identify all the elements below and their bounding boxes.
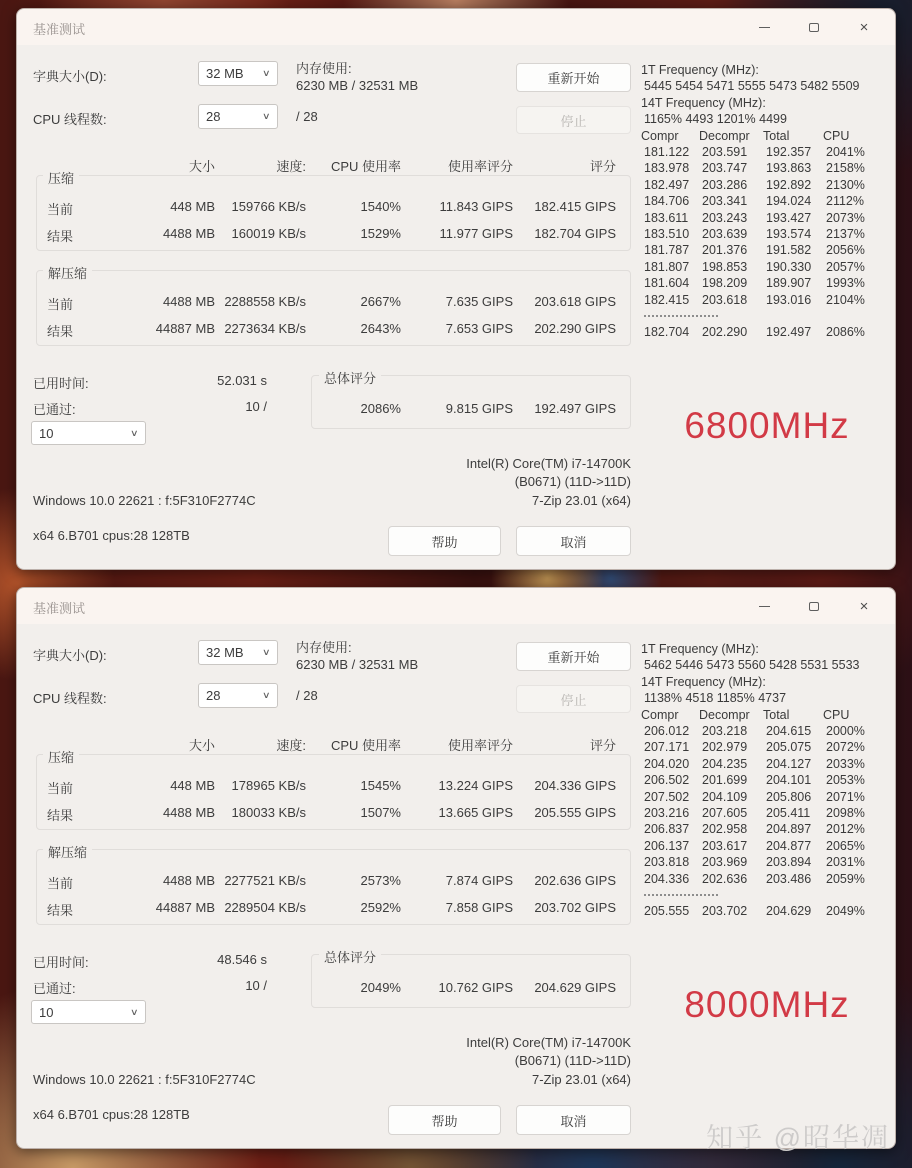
log-compr: 206.012 <box>644 724 690 739</box>
log-row <box>641 756 897 772</box>
log-row <box>641 177 897 193</box>
row-label-result: 结果 <box>47 324 74 339</box>
log-compr: 207.502 <box>644 789 690 804</box>
log-total: 205.075 <box>766 740 812 755</box>
benchmark-window-6800 <box>16 8 896 570</box>
log-avg-compr: 182.704 <box>644 325 690 340</box>
log-row <box>641 723 897 739</box>
decompress-current-usage-rating: 7.635 GIPS <box>445 294 513 309</box>
memory-usage-label: 内存使用: <box>296 640 352 655</box>
log-row <box>641 739 897 755</box>
maximize-icon <box>809 602 819 611</box>
close-button[interactable] <box>839 9 889 45</box>
decompress-result-speed: 2289504 KB/s <box>224 900 306 915</box>
log-cpu: 2071% <box>826 789 865 804</box>
cpu-threads-select[interactable] <box>198 683 278 708</box>
dictionary-size-value: 32 MB <box>206 66 244 81</box>
compress-current-rating: 204.336 GIPS <box>534 778 616 793</box>
total-rating: 204.629 GIPS <box>534 980 616 995</box>
log-decompr: 202.958 <box>702 822 748 837</box>
freq-1t-values: 5445 5454 5471 5555 5473 5482 5509 <box>644 79 860 94</box>
decompress-current-rating: 202.636 GIPS <box>534 873 616 888</box>
column-header-size: 大小 <box>188 738 215 753</box>
log-header-cpu: CPU <box>823 128 850 143</box>
log-decompr: 204.109 <box>702 789 748 804</box>
log-total: 193.574 <box>766 227 812 242</box>
passes-value: 10 / <box>245 978 267 993</box>
log-total: 204.615 <box>766 724 812 739</box>
cancel-button[interactable]: 取消 <box>516 526 631 556</box>
compress-result-usage-rating: 13.665 GIPS <box>438 805 513 820</box>
log-row <box>641 789 897 805</box>
column-header-speed: 速度: <box>276 159 306 174</box>
column-header-speed: 速度: <box>276 738 306 753</box>
log-avg-total: 204.629 <box>766 904 812 919</box>
log-cpu: 2000% <box>826 724 865 739</box>
frequency-log-panel <box>641 62 897 341</box>
minimize-icon <box>759 27 770 28</box>
total-cpu-usage: 2086% <box>360 401 401 416</box>
log-total: 192.357 <box>766 145 812 160</box>
passes-select-value: 10 <box>39 1004 54 1020</box>
compress-result-speed: 180033 KB/s <box>231 805 306 820</box>
log-decompr: 201.376 <box>702 243 748 258</box>
log-rows <box>641 144 897 308</box>
log-total: 203.894 <box>766 855 812 870</box>
log-compr: 206.837 <box>644 822 690 837</box>
log-average-row <box>641 903 897 919</box>
cpu-name: Intel(R) Core(TM) i7-14700K <box>466 456 631 471</box>
log-cpu: 2012% <box>826 822 865 837</box>
total-rating-label: 总体评分 <box>319 947 381 966</box>
decompress-group-label: 解压缩 <box>43 842 92 861</box>
minimize-button[interactable] <box>739 588 789 624</box>
chevron-down-icon: ∨ <box>262 68 271 78</box>
cpu-threads-total: / 28 <box>296 109 318 124</box>
compress-result-cpu: 1507% <box>360 805 401 820</box>
log-decompr: 198.853 <box>702 259 748 274</box>
decompress-result-cpu: 2592% <box>360 900 401 915</box>
log-total: 193.016 <box>766 292 812 307</box>
column-header-cpu-usage: CPU 使用率 <box>330 738 401 753</box>
row-label-current: 当前 <box>47 297 74 312</box>
log-cpu: 2031% <box>826 855 865 870</box>
log-row <box>641 838 897 854</box>
os-version: Windows 10.0 22621 : f:5F310F2774C <box>33 493 256 508</box>
cpu-threads-label: CPU 线程数: <box>33 691 107 706</box>
cpu-threads-value: 28 <box>206 688 221 703</box>
cpu-threads-select[interactable] <box>198 104 278 129</box>
help-button[interactable]: 帮助 <box>388 526 501 556</box>
freq-14t-values: 1165% 4493 1201% 4499 <box>644 112 787 127</box>
freq-1t-values: 5462 5446 5473 5560 5428 5531 5533 <box>644 658 860 673</box>
passes-label: 已通过: <box>33 402 76 417</box>
freq-1t-label: 1T Frequency (MHz): <box>641 642 759 656</box>
chevron-down-icon: ∨ <box>130 427 139 438</box>
compress-result-cpu: 1529% <box>360 226 401 241</box>
benchmark-window-8000 <box>16 587 896 1149</box>
log-header-cpu: CPU <box>823 707 850 722</box>
log-decompr: 203.617 <box>702 838 748 853</box>
app-version: 7-Zip 23.01 (x64) <box>532 1072 631 1087</box>
cpu-threads-value: 28 <box>206 109 221 124</box>
cpu-threads-label: CPU 线程数: <box>33 112 107 127</box>
decompress-current-size: 4488 MB <box>162 294 215 309</box>
total-usage-rating: 10.762 GIPS <box>438 980 513 995</box>
compress-current-cpu: 1540% <box>360 199 401 214</box>
stop-button[interactable]: 停止 <box>516 685 631 713</box>
restart-button[interactable]: 重新开始 <box>516 642 631 671</box>
log-compr: 184.706 <box>644 194 690 209</box>
title-bar <box>17 588 895 624</box>
log-compr: 182.415 <box>644 292 690 307</box>
log-cpu: 1993% <box>826 276 865 291</box>
memory-usage-value: 6230 MB / 32531 MB <box>296 657 419 672</box>
row-label-result: 结果 <box>47 903 74 918</box>
maximize-button[interactable] <box>789 588 839 624</box>
minimize-icon <box>759 606 770 607</box>
row-label-current: 当前 <box>47 781 74 796</box>
memory-usage-value: 6230 MB / 32531 MB <box>296 78 419 93</box>
decompress-group-label: 解压缩 <box>43 263 92 282</box>
app-version: 7-Zip 23.01 (x64) <box>532 493 631 508</box>
log-total: 191.582 <box>766 243 812 258</box>
compress-result-rating: 205.555 GIPS <box>534 805 616 820</box>
total-rating: 192.497 GIPS <box>534 401 616 416</box>
chevron-down-icon: ∨ <box>262 111 271 121</box>
log-cpu: 2112% <box>826 194 864 209</box>
row-label-result: 结果 <box>47 229 74 244</box>
system-info: x64 6.B701 cpus:28 128TB <box>33 1107 190 1122</box>
log-compr: 204.336 <box>644 871 690 886</box>
compress-current-speed: 159766 KB/s <box>231 199 306 214</box>
log-total: 205.411 <box>766 806 811 821</box>
frequency-log-panel <box>641 641 897 920</box>
decompress-result-usage-rating: 7.653 GIPS <box>445 321 513 336</box>
log-compr: 181.122 <box>644 145 690 160</box>
log-decompr: 202.636 <box>702 871 748 886</box>
log-decompr: 203.618 <box>702 292 748 307</box>
passes-select[interactable] <box>31 421 146 445</box>
log-cpu: 2073% <box>826 210 865 225</box>
log-decompr: 201.699 <box>702 773 748 788</box>
log-header-total: Total <box>763 707 790 722</box>
log-total: 189.907 <box>766 276 812 291</box>
log-cpu: 2056% <box>826 243 865 258</box>
log-row <box>641 144 897 160</box>
compress-current-usage-rating: 11.843 GIPS <box>439 199 513 214</box>
freq-14t-label: 14T Frequency (MHz): <box>641 674 766 689</box>
log-total: 204.101 <box>766 773 812 788</box>
log-avg-decompr: 203.702 <box>702 904 748 919</box>
log-row <box>641 210 897 226</box>
maximize-icon <box>809 23 819 32</box>
passes-select-value: 10 <box>39 425 54 441</box>
log-cpu: 2033% <box>826 756 865 771</box>
log-cpu: 2098% <box>826 806 865 821</box>
log-row <box>641 871 897 887</box>
elapsed-time-label: 已用时间: <box>33 376 89 391</box>
watermark: 知乎 @昭华凋 <box>706 1123 890 1153</box>
log-row <box>641 772 897 788</box>
total-usage-rating: 9.815 GIPS <box>445 401 513 416</box>
close-icon: × <box>859 597 869 615</box>
log-header-total: Total <box>763 128 790 143</box>
decompress-result-cpu: 2643% <box>360 321 401 336</box>
memory-speed-annotation: 8000MHz <box>684 984 850 1025</box>
log-separator <box>644 894 718 896</box>
title-bar <box>17 9 895 45</box>
log-row <box>641 854 897 870</box>
compress-current-speed: 178965 KB/s <box>231 778 306 793</box>
log-decompr: 203.286 <box>702 177 748 192</box>
system-info: x64 6.B701 cpus:28 128TB <box>33 528 190 543</box>
os-version: Windows 10.0 22621 : f:5F310F2774C <box>33 1072 256 1087</box>
log-cpu: 2057% <box>826 259 865 274</box>
compress-result-usage-rating: 11.977 GIPS <box>439 226 513 241</box>
decompress-current-rating: 203.618 GIPS <box>534 294 616 309</box>
log-decompr: 203.969 <box>702 855 748 870</box>
decompress-current-speed: 2288558 KB/s <box>224 294 306 309</box>
dictionary-size-select[interactable] <box>198 640 278 665</box>
log-compr: 206.502 <box>644 773 690 788</box>
dictionary-size-select[interactable] <box>198 61 278 86</box>
decompress-result-rating: 202.290 GIPS <box>534 321 616 336</box>
compress-result-speed: 160019 KB/s <box>231 226 306 241</box>
log-compr: 181.604 <box>644 276 690 291</box>
log-decompr: 203.218 <box>702 724 748 739</box>
log-avg-cpu: 2049% <box>826 904 865 919</box>
window-title: 基准测试 <box>33 22 86 37</box>
compress-result-size: 4488 MB <box>162 805 215 820</box>
log-total: 204.127 <box>766 756 812 771</box>
total-cpu-usage: 2049% <box>360 980 401 995</box>
log-decompr: 203.591 <box>702 145 748 160</box>
memory-speed-annotation: 6800MHz <box>684 405 850 446</box>
compress-group-label: 压缩 <box>43 747 79 766</box>
log-row <box>641 193 897 209</box>
log-compr: 204.020 <box>644 756 690 771</box>
log-total: 193.863 <box>766 161 812 176</box>
log-cpu: 2137% <box>826 227 865 242</box>
passes-label: 已通过: <box>33 981 76 996</box>
log-cpu: 2053% <box>826 773 865 788</box>
close-button[interactable] <box>839 588 889 624</box>
dictionary-size-label: 字典大小(D): <box>33 69 107 84</box>
log-compr: 203.818 <box>644 855 690 870</box>
log-header-compr: Compr <box>641 707 679 722</box>
log-header <box>641 707 897 723</box>
compress-result-rating: 182.704 GIPS <box>534 226 616 241</box>
log-compr: 206.137 <box>644 838 690 853</box>
log-avg-decompr: 202.290 <box>702 325 748 340</box>
log-total: 193.427 <box>766 210 812 225</box>
column-header-size: 大小 <box>188 159 215 174</box>
compress-current-size: 448 MB <box>170 199 215 214</box>
freq-14t-label: 14T Frequency (MHz): <box>641 95 766 110</box>
log-separator <box>644 315 718 317</box>
log-row <box>641 275 897 291</box>
decompress-result-rating: 203.702 GIPS <box>534 900 616 915</box>
log-decompr: 203.243 <box>702 210 748 225</box>
cpu-name: Intel(R) Core(TM) i7-14700K <box>466 1035 631 1050</box>
log-average-row <box>641 324 897 340</box>
row-label-current: 当前 <box>47 202 74 217</box>
log-row <box>641 259 897 275</box>
decompress-current-cpu: 2667% <box>360 294 401 309</box>
log-compr: 203.216 <box>644 806 690 821</box>
decompress-result-usage-rating: 7.858 GIPS <box>445 900 513 915</box>
row-label-current: 当前 <box>47 876 74 891</box>
compress-group-label: 压缩 <box>43 168 79 187</box>
cpu-threads-total: / 28 <box>296 688 318 703</box>
passes-value: 10 / <box>245 399 267 414</box>
maximize-button[interactable] <box>789 9 839 45</box>
log-total: 190.330 <box>766 259 812 274</box>
log-cpu: 2065% <box>826 838 865 853</box>
log-rows <box>641 723 897 887</box>
compress-current-rating: 182.415 GIPS <box>534 199 616 214</box>
log-row <box>641 821 897 837</box>
restart-button[interactable]: 重新开始 <box>516 63 631 92</box>
freq-14t-values: 1138% 4518 1185% 4737 <box>644 691 787 706</box>
elapsed-time-value: 52.031 s <box>217 373 267 388</box>
window-controls <box>739 9 889 45</box>
chevron-down-icon: ∨ <box>262 647 271 657</box>
log-cpu: 2158% <box>826 161 865 176</box>
minimize-button[interactable] <box>739 9 789 45</box>
log-total: 192.892 <box>766 177 812 192</box>
log-total: 205.806 <box>766 789 812 804</box>
cpu-revision: (B0671) (11D->11D) <box>514 1053 631 1068</box>
log-compr: 181.787 <box>644 243 690 258</box>
log-avg-compr: 205.555 <box>644 904 690 919</box>
log-compr: 207.171 <box>644 740 690 755</box>
help-button[interactable]: 帮助 <box>388 1105 501 1135</box>
column-header-usage-rating: 使用率评分 <box>447 159 513 174</box>
log-decompr: 204.235 <box>702 756 748 771</box>
log-compr: 181.807 <box>644 259 690 274</box>
log-cpu: 2072% <box>826 740 865 755</box>
dictionary-size-label: 字典大小(D): <box>33 648 107 663</box>
log-header-compr: Compr <box>641 128 679 143</box>
column-header-cpu-usage: CPU 使用率 <box>330 159 401 174</box>
elapsed-time-label: 已用时间: <box>33 955 89 970</box>
close-icon: × <box>859 18 869 36</box>
decompress-current-usage-rating: 7.874 GIPS <box>445 873 513 888</box>
log-total: 194.024 <box>766 194 812 209</box>
cpu-revision: (B0671) (11D->11D) <box>514 474 631 489</box>
compress-current-usage-rating: 13.224 GIPS <box>438 778 513 793</box>
total-rating-label: 总体评分 <box>319 368 381 387</box>
log-header-decompr: Decompr <box>699 707 750 722</box>
log-cpu: 2130% <box>826 177 865 192</box>
log-row <box>641 160 897 176</box>
log-header-decompr: Decompr <box>699 128 750 143</box>
log-row <box>641 805 897 821</box>
window-title: 基准测试 <box>33 601 86 616</box>
dictionary-size-value: 32 MB <box>206 645 244 660</box>
log-row <box>641 226 897 242</box>
cancel-button[interactable]: 取消 <box>516 1105 631 1135</box>
log-cpu: 2059% <box>826 871 865 886</box>
log-header <box>641 128 897 144</box>
chevron-down-icon: ∨ <box>262 690 271 700</box>
log-row <box>641 292 897 308</box>
decompress-current-speed: 2277521 KB/s <box>224 873 306 888</box>
log-compr: 183.510 <box>644 227 690 242</box>
log-row <box>641 242 897 258</box>
log-total: 204.877 <box>766 838 812 853</box>
log-cpu: 2041% <box>826 145 865 160</box>
memory-usage-label: 内存使用: <box>296 61 352 76</box>
compress-current-size: 448 MB <box>170 778 215 793</box>
decompress-current-cpu: 2573% <box>360 873 401 888</box>
stop-button[interactable]: 停止 <box>516 106 631 134</box>
decompress-result-size: 44887 MB <box>155 321 215 336</box>
compress-current-cpu: 1545% <box>360 778 401 793</box>
log-compr: 183.611 <box>644 210 689 225</box>
log-decompr: 203.747 <box>702 161 748 176</box>
column-header-rating: 评分 <box>589 738 616 753</box>
column-header-usage-rating: 使用率评分 <box>447 738 513 753</box>
log-cpu: 2104% <box>826 292 865 307</box>
log-compr: 183.978 <box>644 161 690 176</box>
decompress-result-size: 44887 MB <box>155 900 215 915</box>
decompress-result-speed: 2273634 KB/s <box>224 321 306 336</box>
elapsed-time-value: 48.546 s <box>217 952 267 967</box>
chevron-down-icon: ∨ <box>130 1006 139 1017</box>
window-controls <box>739 588 889 624</box>
log-total: 203.486 <box>766 871 812 886</box>
log-compr: 182.497 <box>644 177 690 192</box>
log-avg-cpu: 2086% <box>826 325 865 340</box>
row-label-result: 结果 <box>47 808 74 823</box>
log-total: 204.897 <box>766 822 812 837</box>
column-header-rating: 评分 <box>589 159 616 174</box>
compress-result-size: 4488 MB <box>162 226 215 241</box>
log-avg-total: 192.497 <box>766 325 812 340</box>
decompress-current-size: 4488 MB <box>162 873 215 888</box>
log-decompr: 203.341 <box>702 194 748 209</box>
log-decompr: 198.209 <box>702 276 748 291</box>
log-decompr: 203.639 <box>702 227 748 242</box>
passes-select[interactable] <box>31 1000 146 1024</box>
freq-1t-label: 1T Frequency (MHz): <box>641 63 759 77</box>
log-decompr: 202.979 <box>702 740 748 755</box>
log-decompr: 207.605 <box>702 806 748 821</box>
